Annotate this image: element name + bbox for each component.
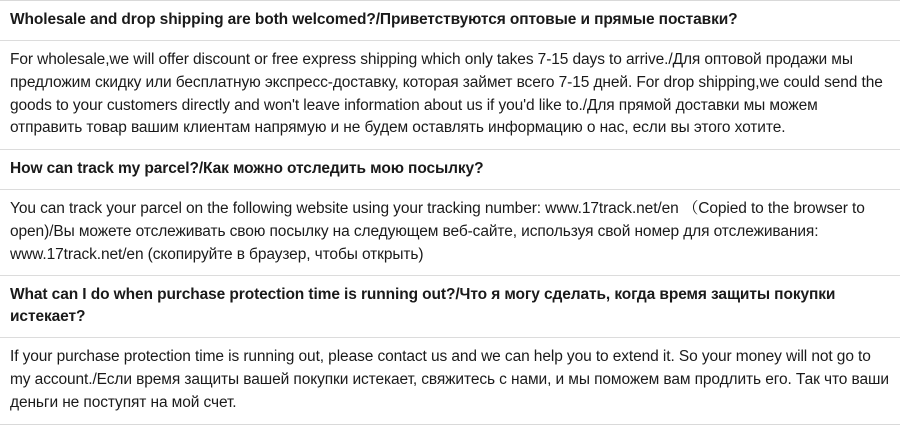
faq-answer-row [0, 190, 900, 276]
faq-answer-text: If your purchase protection time is running out, please contact us and we can help you to extend it. So your money will not go to my account./Если время защиты вашей покупки истекает, свяжитесь с нами, и мы поможем вам продлить его. Так что ваши деньги не поступят на мой счет. [10, 348, 889, 412]
faq-question-row [0, 276, 900, 338]
faq-answer-row [0, 41, 900, 150]
faq-question-row [0, 150, 900, 190]
faq-question-text: How can track my parcel?/Как можно отследить мою посылку? [10, 160, 484, 178]
faq-question-row [0, 1, 900, 41]
faq-answer-text: For wholesale,we will offer discount or free express shipping which only takes 7-15 days to arrive./Для оптовой продажи мы предложим скидку или бесплатную экспресс-доставку, которая займет всего 7-15 дней. For drop shipping,we could send the goods to your customers directly and won't leave information about us if you'd like to./Для прямой доставки мы можем отправить товар вашим клиентам напрямую и не будем оставлять информацию о нас, если вы этого хотите. [10, 51, 883, 137]
faq-answer-row [0, 338, 900, 423]
faq-question-text: Wholesale and drop shipping are both welcomed?/Приветствуются оптовые и прямые поставки? [10, 11, 738, 28]
faq-question-text: What can I do when purchase protection time is running out?/Что я могу сделать, когда время защиты покупки истекает? [10, 286, 836, 326]
faq-answer-text: You can track your parcel on the following website using your tracking number: www.17track.net/en （Copied to the browser to open)/Вы можете отслеживать свою посылку на следующем веб-сайте, используя свой номер для отслеживания: www.17track.net/en (скопируйте в браузер, чтобы открыть) [10, 200, 865, 263]
